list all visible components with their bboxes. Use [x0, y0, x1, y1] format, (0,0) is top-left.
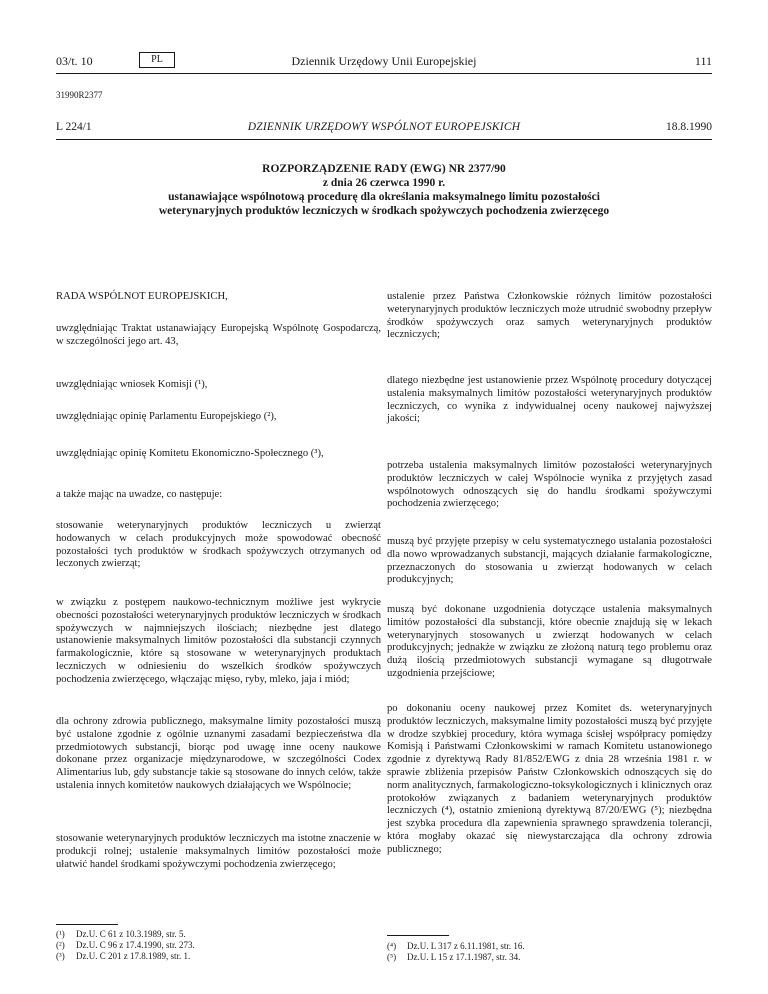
- recital-parliament: uwzględniając opinię Parlamentu Europejskiego (²),: [56, 411, 277, 422]
- recital-2: w związku z postępem naukowo-technicznym możliwe jest wykrycie obecności pozostałości weterynaryjnych produktów leczniczych w środkach spożywczych w najmniejszych ilościach; niezbędne jest dlatego ustanowienie maksymalnych limitów pozostałości dla substancji czynnych farmakologicznie, które są stosowane w weterynaryjnych produktach leczniczych w odniesieniu do wszelkich środków spożywczych pochodzenia zwierzęcego, włączając mięso, ryby, mleko, jaja i miód;: [56, 597, 381, 685]
- header-rule: [56, 73, 712, 74]
- celex-number: 31990R2377: [56, 90, 103, 100]
- recital-5: ustalenie przez Państwa Członkowskie różnych limitów pozostałości weterynaryjnych produktów leczniczych może utrudnić swobodny przepływ środków spożywczych oraz samych weterynaryjnych produktów leczniczych;: [387, 291, 712, 341]
- running-header: [56, 50, 712, 70]
- footnote-3: (³) Dz.U. C 201 z 17.8.1989, str. 1.: [56, 951, 191, 961]
- recital-esc: uwzględniając opinię Komitetu Ekonomiczno-Społecznego (³),: [56, 448, 324, 459]
- footnote-1: (¹) Dz.U. C 61 z 10.3.1989, str. 5.: [56, 929, 186, 939]
- regulation-subject-line-1: ustanawiające wspólnotową procedurę dla określania maksymalnego limitu pozostałości: [168, 191, 600, 203]
- oj-header-rule: [56, 139, 712, 140]
- footnote-5: (⁵) Dz.U. L 15 z 17.1.1987, str. 34.: [387, 952, 521, 962]
- recital-4: stosowanie weterynaryjnych produktów leczniczych ma istotne znaczenie w produkcji rolnej; ustalenie maksymalnych limitów pozostałości może ułatwić handel środkami spożywczymi pochodzenia zwierzęcego;: [56, 833, 381, 870]
- footnote-2: (²) Dz.U. C 96 z 17.4.1990, str. 273.: [56, 940, 195, 950]
- recital-intro: a także mając na uwadze, co następuje:: [56, 489, 223, 500]
- recital-9: muszą być dokonane uzgodnienia dotyczące ustalenia maksymalnych limitów pozostałości dla substancji, które obecnie znajdują się w lekach weterynaryjnych stosowanych u zwierząt hodowanych w celach produkcyjnych; jednakże w związku ze złożoną naturą tego problemu oraz dużą ilością przedmiotowych substancji wymagane są długotrwałe uzgodnienia przejściowe;: [387, 604, 712, 679]
- footnotes-left: [56, 929, 376, 962]
- recital-treaty: uwzględniając Traktat ustanawiający Europejską Wspólnotę Gospodarczą, w szczególności jego art. 43,: [56, 323, 381, 347]
- recital-8: muszą być przyjęte przepisy w celu systematycznego ustalania pozostałości dla nowo wprowadzanych substancji, mających działanie farmakologiczne, przeznaczonych do stosowania u zwierząt hodowanych w celach produkcyjnych;: [387, 536, 712, 586]
- regulation-number: ROZPORZĄDZENIE RADY (EWG) NR 2377/90: [262, 163, 506, 175]
- regulation-title: [110, 162, 658, 218]
- oj-date: 18.8.1990: [666, 121, 712, 133]
- recital-7: potrzeba ustalenia maksymalnych limitów pozostałości weterynaryjnych produktów leczniczych w całej Wspólnocie wynika z przyjętych zasad wspólnotowych odnoszących się do handlu środkami spożywczymi pochodzenia zwierzęcego;: [387, 460, 712, 510]
- recital-commission: uwzględniając wniosek Komisji (¹),: [56, 379, 208, 390]
- regulation-subject-line-2: weterynaryjnych produktów leczniczych w środkach spożywczych pochodzenia zwierzęcego: [158, 205, 610, 217]
- footnote-rule-left: [56, 924, 118, 925]
- oj-reference: L 224/1: [56, 121, 92, 133]
- council-heading: RADA WSPÓLNOT EUROPEJSKICH,: [56, 291, 228, 302]
- footnote-rule-right: [387, 935, 449, 936]
- regulation-date: z dnia 26 czerwca 1990 r.: [322, 177, 446, 189]
- edition-label: 03/t. 10: [56, 54, 93, 68]
- journal-title: Dziennik Urzędowy Unii Europejskiej: [291, 54, 477, 68]
- recital-10: po dokonaniu oceny naukowej przez Komitet ds. weterynaryjnych produktów leczniczych, maksymalne limity pozostałości muszą być przyjęte w drodze szybkiej procedury, która wymaga ścisłej współpracy pomiędzy Komisją i Państwami Członkowskimi w ramach Komitetu ustanowionego zgodnie z dyrektywą Rady 81/852/EWG z dnia 28 września 1981 r. w sprawie zbliżenia przepisów Państw Członkowskich odnoszących się do norm analitycznych, farmakologiczno-toksykologicznych i klinicznych oraz protokołów związanych z badaniem weterynaryjnych produktów leczniczych (⁴), ostatnio zmienioną dyrektywą 87/20/EWG (⁵); niezbędna jest szybka procedura dla zapewnienia sprawnego sprawdzenia tolerancji, która mogłaby okazać się niewystarczająca dla ochrony zdrowia publicznego;: [387, 703, 712, 855]
- language-box: PL: [139, 52, 175, 68]
- recital-1: stosowanie weterynaryjnych produktów leczniczych u zwierząt hodowanych w celach produkcyjnych może spowodować obecność pozostałości tych produktów w środkach spożywczych otrzymanych od leczonych zwierząt;: [56, 520, 381, 570]
- footnotes-right: [387, 941, 707, 963]
- footnote-4: (⁴) Dz.U. L 317 z 6.11.1981, str. 16.: [387, 941, 525, 951]
- oj-header: [56, 121, 712, 139]
- recital-6: dlatego niezbędne jest ustanowienie przez Wspólnotę procedury dotyczącej ustalenia maksymalnych limitów pozostałości weterynaryjnych produktów leczniczych, co wynika z indywidualnej oceny naukowej najwyższej jakości;: [387, 375, 712, 425]
- page-number: 111: [694, 54, 712, 68]
- recital-3: dla ochrony zdrowia publicznego, maksymalne limity pozostałości muszą być ustalone zgodnie z ogólnie uznanymi zasadami bezpieczeństwa dla przedmiotowych substancji, biorąc pod uwagę inne oceny naukowe dokonane przez organizacje międzynarodowe, w szczególności Codex Alimentarius lub, gdy substancje takie są stosowane do innych celów, także ustalenia innych komitetów naukowych działających we Wspólnocie;: [56, 716, 381, 791]
- oj-title: DZIENNIK URZĘDOWY WSPÓLNOT EUROPEJSKICH: [247, 121, 521, 133]
